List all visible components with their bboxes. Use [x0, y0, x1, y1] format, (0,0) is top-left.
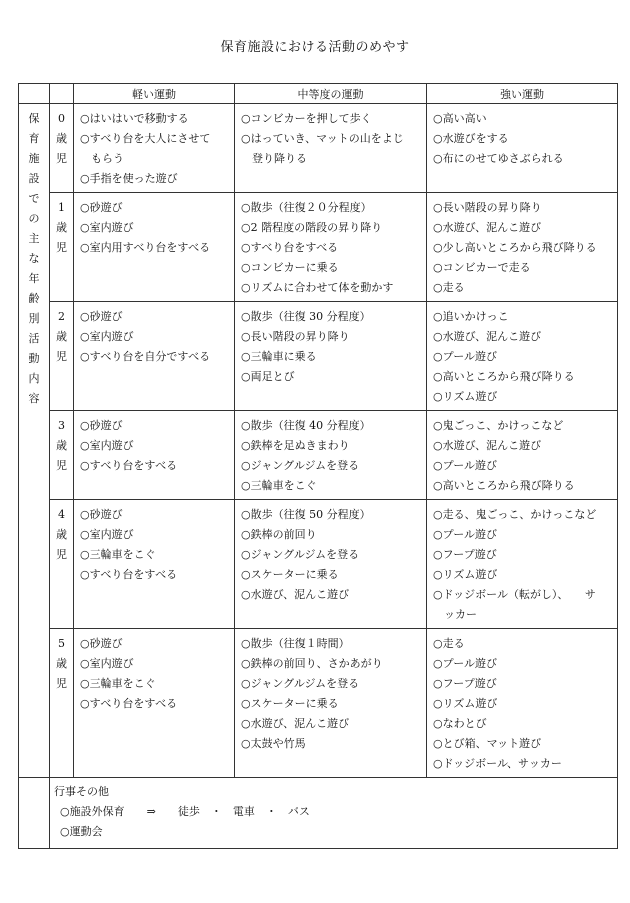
activity-item: ○散歩（往復１時間） — [241, 637, 350, 650]
activity-item: ○ドッジボール（転がし）、 サ — [433, 588, 596, 601]
activity-item: ○すべり台を大人にさせて — [80, 132, 211, 145]
side-label-char: 別 — [28, 312, 40, 325]
activity-item: ○はいはいで移動する — [80, 112, 189, 125]
header-strong-exercise: 強い運動 — [427, 84, 618, 104]
activity-item: ○高いところから飛び降りる — [433, 479, 575, 492]
side-label-char: 年 — [28, 272, 40, 285]
activity-item: ○太鼓や竹馬 — [241, 737, 306, 750]
activity-item: ○高い高い — [433, 112, 487, 125]
activity-item: ○追いかけっこ — [433, 310, 509, 323]
strong-exercise-cell — [427, 629, 618, 778]
activity-item: ○2 階程度の階段の昇り降り — [241, 221, 383, 234]
side-label-char: 内 — [28, 372, 40, 385]
table-row — [19, 193, 618, 302]
moderate-exercise-cell — [235, 500, 427, 629]
activity-item: ○プール遊び — [433, 657, 498, 670]
age-char: 児 — [56, 241, 67, 254]
age-cell — [50, 193, 74, 302]
activity-item: ○ジャングルジムを登る — [241, 548, 360, 561]
moderate-exercise-cell — [235, 629, 427, 778]
strong-exercise-cell — [427, 104, 618, 193]
activity-item: ○三輪車をこぐ — [80, 677, 156, 690]
activity-item: ○リズムに合わせて体を動かす — [241, 281, 394, 294]
header-moderate-exercise: 中等度の運動 — [235, 84, 427, 104]
activity-item: ○プール遊び — [433, 459, 498, 472]
activity-item: ○長い階段の昇り降り — [433, 201, 542, 214]
activity-guideline-table — [18, 83, 618, 849]
activity-item: ○砂遊び — [80, 201, 123, 214]
activity-item: ○すべり台をすべる — [80, 697, 178, 710]
side-label-char: で — [28, 192, 40, 205]
strong-exercise-cell — [427, 193, 618, 302]
events-row — [19, 778, 618, 849]
age-char: 5 — [58, 637, 65, 650]
side-label-char: 活 — [28, 332, 40, 345]
activity-item: ○すべり台をすべる — [241, 241, 339, 254]
activity-item: ○室内遊び — [80, 221, 134, 234]
table-row — [19, 302, 618, 411]
age-char: 4 — [58, 508, 65, 521]
activity-item: ○走る — [433, 281, 465, 294]
header-light-exercise: 軽い運動 — [74, 84, 235, 104]
light-exercise-cell — [74, 302, 235, 411]
moderate-exercise-cell — [235, 411, 427, 500]
activity-item: ○鉄棒の前回り — [241, 528, 317, 541]
activity-item: ○室内遊び — [80, 439, 134, 452]
age-char: 児 — [56, 677, 67, 690]
table-row — [19, 411, 618, 500]
age-char: 2 — [58, 310, 65, 323]
activity-item: ○散歩（往復２０分程度） — [241, 201, 372, 214]
header-empty-side — [19, 84, 50, 104]
activity-item: ○水遊び、泥んこ遊び — [241, 717, 350, 730]
activity-item: ○スケーターに乗る — [241, 568, 339, 581]
activity-item: もらう — [80, 152, 124, 165]
age-char: 児 — [56, 459, 67, 472]
header-empty-age — [50, 84, 74, 104]
side-label-char: 齢 — [28, 292, 40, 305]
light-exercise-cell — [74, 193, 235, 302]
activity-item: ○リズム遊び — [433, 697, 498, 710]
side-label-char: 容 — [28, 392, 40, 405]
age-cell — [50, 104, 74, 193]
activity-item: ○コンビカーを押して歩く — [241, 112, 372, 125]
activity-item: ○散歩（往復 50 分程度） — [241, 508, 371, 521]
age-char: 3 — [58, 419, 65, 432]
activity-item: ○少し高いところから飛び降りる — [433, 241, 597, 254]
activity-item: ○三輪車に乗る — [241, 350, 317, 363]
table-header-row — [19, 84, 618, 104]
table-row — [19, 104, 618, 193]
activity-item: ○室内遊び — [80, 657, 134, 670]
activity-item: ○フープ遊び — [433, 548, 497, 561]
table-row — [19, 629, 618, 778]
activity-item: ○手指を使った遊び — [80, 172, 178, 185]
activity-item: ○鉄棒の前回り、さかあがり — [241, 657, 383, 670]
activity-item: ○はっていき、マットの山をよじ — [241, 132, 404, 145]
activity-item: ○散歩（往復 30 分程度） — [241, 310, 371, 323]
age-cell — [50, 629, 74, 778]
event-item: ○施設外保育 ⇒ 徒歩 ・ 電車 ・ バス — [60, 805, 310, 818]
event-item: ○運動会 — [60, 825, 103, 838]
activity-item: ○すべり台を自分ですべる — [80, 350, 211, 363]
side-label-char: 設 — [28, 172, 40, 185]
age-char: 歳 — [56, 657, 67, 670]
activity-item: ○室内用すべり台をすべる — [80, 241, 211, 254]
light-exercise-cell — [74, 629, 235, 778]
activity-item: ○散歩（往復 40 分程度） — [241, 419, 371, 432]
activity-item: ○リズム遊び — [433, 568, 498, 581]
side-label-char: 動 — [28, 352, 40, 365]
activity-item: ○コンビカーに乗る — [241, 261, 339, 274]
strong-exercise-cell — [427, 302, 618, 411]
events-heading: 行事その他 — [54, 785, 109, 798]
age-cell — [50, 302, 74, 411]
activity-item: ○高いところから飛び降りる — [433, 370, 575, 383]
activity-item: ○砂遊び — [80, 310, 123, 323]
activity-item: ○水遊びをする — [433, 132, 509, 145]
age-char: 歳 — [56, 132, 67, 145]
activity-item: ○鉄棒を足ぬきまわり — [241, 439, 350, 452]
activity-item: ○水遊び、泥んこ遊び — [433, 439, 542, 452]
activity-item: ○プール遊び — [433, 528, 498, 541]
side-label-age-activities — [19, 104, 50, 778]
activity-item: ○両足とび — [241, 370, 295, 383]
activity-item: ○水遊び、泥んこ遊び — [433, 330, 542, 343]
moderate-exercise-cell — [235, 302, 427, 411]
side-label-char: の — [28, 212, 40, 225]
strong-exercise-cell — [427, 500, 618, 629]
activity-item: ○プール遊び — [433, 350, 498, 363]
light-exercise-cell — [74, 500, 235, 629]
age-char: 児 — [56, 152, 67, 165]
activity-item: ○長い階段の昇り降り — [241, 330, 350, 343]
activity-item: ○コンビカーで走る — [433, 261, 531, 274]
activity-item: ○フープ遊び — [433, 677, 497, 690]
activity-item: ○布にのせてゆさぶられる — [433, 152, 564, 165]
activity-item: ○水遊び、泥んこ遊び — [433, 221, 542, 234]
activity-item: ○すべり台をすべる — [80, 459, 178, 472]
activity-item: ○水遊び、泥んこ遊び — [241, 588, 350, 601]
activity-item: ○砂遊び — [80, 637, 123, 650]
side-label-char: な — [28, 252, 40, 265]
activity-item: ○室内遊び — [80, 330, 134, 343]
age-char: 1 — [58, 201, 65, 214]
activity-item: ○砂遊び — [80, 419, 123, 432]
age-char: 歳 — [56, 528, 67, 541]
activity-item: ○室内遊び — [80, 528, 134, 541]
side-label-char: 主 — [28, 232, 40, 245]
activity-item: ○三輪車をこぐ — [80, 548, 156, 561]
activity-item: ○走る、鬼ごっこ、かけっこなど — [433, 508, 597, 521]
events-cell — [50, 778, 618, 849]
age-char: 児 — [56, 548, 67, 561]
moderate-exercise-cell — [235, 104, 427, 193]
strong-exercise-cell — [427, 411, 618, 500]
page-title: 保育施設における活動のめやす — [220, 40, 410, 55]
age-char: 歳 — [56, 439, 67, 452]
activity-item: ○三輪車をこぐ — [241, 479, 317, 492]
activity-item: ○スケーターに乗る — [241, 697, 339, 710]
activity-item: ○とび箱、マット遊び — [433, 737, 542, 750]
activity-item: ○走る — [433, 637, 465, 650]
activity-item: ○なわとび — [433, 717, 487, 730]
side-label-char: 育 — [28, 132, 40, 145]
activity-item: ○ドッジボール、サッカー — [433, 757, 562, 770]
activity-item: ○すべり台をすべる — [80, 568, 178, 581]
activity-item: ○ジャングルジムを登る — [241, 677, 360, 690]
events-side-blank — [19, 778, 50, 849]
activity-item: ○ジャングルジムを登る — [241, 459, 360, 472]
age-char: 歳 — [56, 221, 67, 234]
age-char: 0 — [58, 112, 65, 125]
age-char: 児 — [56, 350, 67, 363]
side-label-char: 施 — [28, 152, 40, 165]
activity-item: 登り降りる — [241, 152, 307, 165]
side-label-char: 保 — [28, 112, 40, 125]
table-row — [19, 500, 618, 629]
activity-item: ○鬼ごっこ、かけっこなど — [433, 419, 564, 432]
activity-item: ○砂遊び — [80, 508, 123, 521]
age-char: 歳 — [56, 330, 67, 343]
activity-item: ○リズム遊び — [433, 390, 498, 403]
light-exercise-cell — [74, 104, 235, 193]
age-cell — [50, 500, 74, 629]
moderate-exercise-cell — [235, 193, 427, 302]
age-cell — [50, 411, 74, 500]
light-exercise-cell — [74, 411, 235, 500]
activity-item: ッカー — [433, 608, 477, 621]
